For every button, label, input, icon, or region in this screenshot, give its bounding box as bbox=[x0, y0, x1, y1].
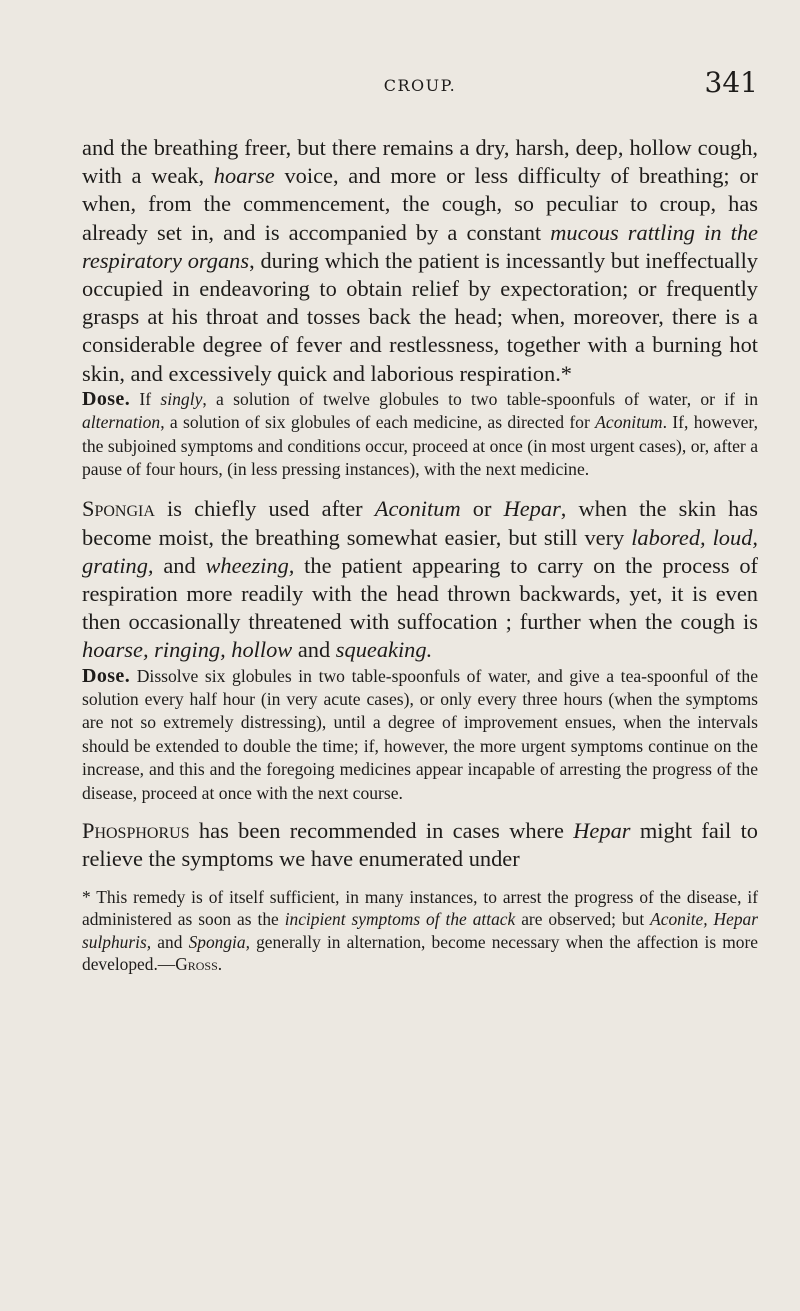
italic-run: singly bbox=[160, 388, 203, 409]
paragraph-phosphorus bbox=[82, 817, 758, 873]
running-title: CROUP. bbox=[383, 76, 457, 95]
italic-run: hoarse, ringing, hollow bbox=[82, 637, 293, 663]
italic-run: Aconitum bbox=[374, 496, 461, 522]
text-run: might fail to relieve the symptoms we have enumerated under bbox=[82, 818, 758, 872]
footnote-author: Gross. bbox=[175, 954, 223, 975]
paragraph-hepar-indications bbox=[82, 134, 758, 388]
italic-run: incipient symptoms of the attack bbox=[284, 909, 516, 930]
paragraph-spongia bbox=[82, 495, 758, 664]
italic-run: mucous rattling in the respiratory organs bbox=[82, 219, 758, 273]
text-run: , during which the patient is incessantly but ineffectually occupied in endeavoring to obtain relief by expectoration; or frequently grasps at his throat and tosses back the head; when, moreover, there is a considerable degree of fever and restlessness, together with a burning hot skin, and excessively quick and laborious respiration.* bbox=[82, 247, 759, 386]
text-run: generally in alternation, become necessary when the affection is more developed.— bbox=[82, 931, 758, 975]
page-number: 341 bbox=[704, 66, 758, 99]
italic-run: Aconitum bbox=[595, 412, 663, 433]
italic-run: alternation bbox=[82, 412, 161, 433]
text-run: . If, however, the subjoined symptoms and conditions occur, proceed at once (in most urgent cases), or, after a pause of four hours, (in less pressing instances), with the next medicine. bbox=[82, 412, 758, 480]
text-run: , a solution of twelve globules to two table-spoonfuls of water, or if in bbox=[202, 388, 758, 409]
running-head bbox=[82, 66, 758, 106]
text-run: and bbox=[292, 637, 336, 663]
italic-run: Hepar bbox=[503, 496, 561, 522]
remedy-name: Spongia bbox=[82, 496, 155, 522]
italic-run: Spongia, bbox=[188, 931, 250, 952]
italic-run: wheezing, bbox=[205, 552, 295, 578]
text-run: and the breathing freer, but there remains a dry, harsh, deep, hollow cough, with a weak, bbox=[82, 135, 758, 189]
footnote bbox=[82, 886, 758, 976]
italic-run: squeaking. bbox=[335, 637, 433, 663]
text-run: Dissolve six globules in two table-spoonfuls of water, and give a tea-spoonful of the solution every half hour (in very acute cases), or only every three hours (when the symptoms are not so extremely distressing), until a degree of improvement ensues, when the intervals should be extended to double the time; if, however, the more urgent symptoms continue on the increase, and this and the foregoing medicines appear incapable of arresting the progress of the disease, proceed at once with the next course. bbox=[82, 665, 758, 803]
text-run: , when the skin has become moist, the breathing somewhat easier, but still very bbox=[82, 496, 759, 550]
text-run: * This remedy is of itself sufficient, in many instances, to arrest the progress of the disease, if administered as soon as the bbox=[82, 886, 758, 930]
text-run: has been recommended in cases where bbox=[189, 818, 574, 844]
remedy-name: Phosphorus bbox=[82, 818, 190, 844]
text-run: are observed; but bbox=[515, 909, 651, 930]
text-run: and bbox=[153, 552, 206, 578]
text-run: or bbox=[460, 496, 504, 522]
italic-run: hoarse bbox=[213, 163, 275, 189]
dose-label: Dose. bbox=[82, 387, 131, 410]
text-run: voice, and more or less difficulty of breathing; or when, from the commencement, the cough, so peculiar to croup, has already set in, and is accompanied by a constant bbox=[82, 163, 758, 245]
dose-paragraph-hepar bbox=[82, 388, 758, 482]
dose-label: Dose. bbox=[82, 664, 131, 687]
italic-run: labored, loud, grating, bbox=[82, 524, 758, 578]
italic-run: Aconite, Hepar sulphuris, bbox=[82, 909, 758, 952]
text-run: If bbox=[130, 388, 161, 409]
text-run: the patient appearing to carry on the process of respiration more readily with the head thrown backwards, yet, it is even then occasionally threatened with suffocation ; further when the cough is bbox=[82, 552, 758, 635]
text-run: and bbox=[151, 931, 189, 952]
text-run: is chiefly used after bbox=[154, 496, 375, 522]
page-body bbox=[82, 134, 758, 976]
italic-run: Hepar bbox=[573, 818, 631, 844]
dose-paragraph-spongia bbox=[82, 665, 758, 805]
text-run: , a solution of six globules of each medicine, as directed for bbox=[160, 412, 596, 433]
